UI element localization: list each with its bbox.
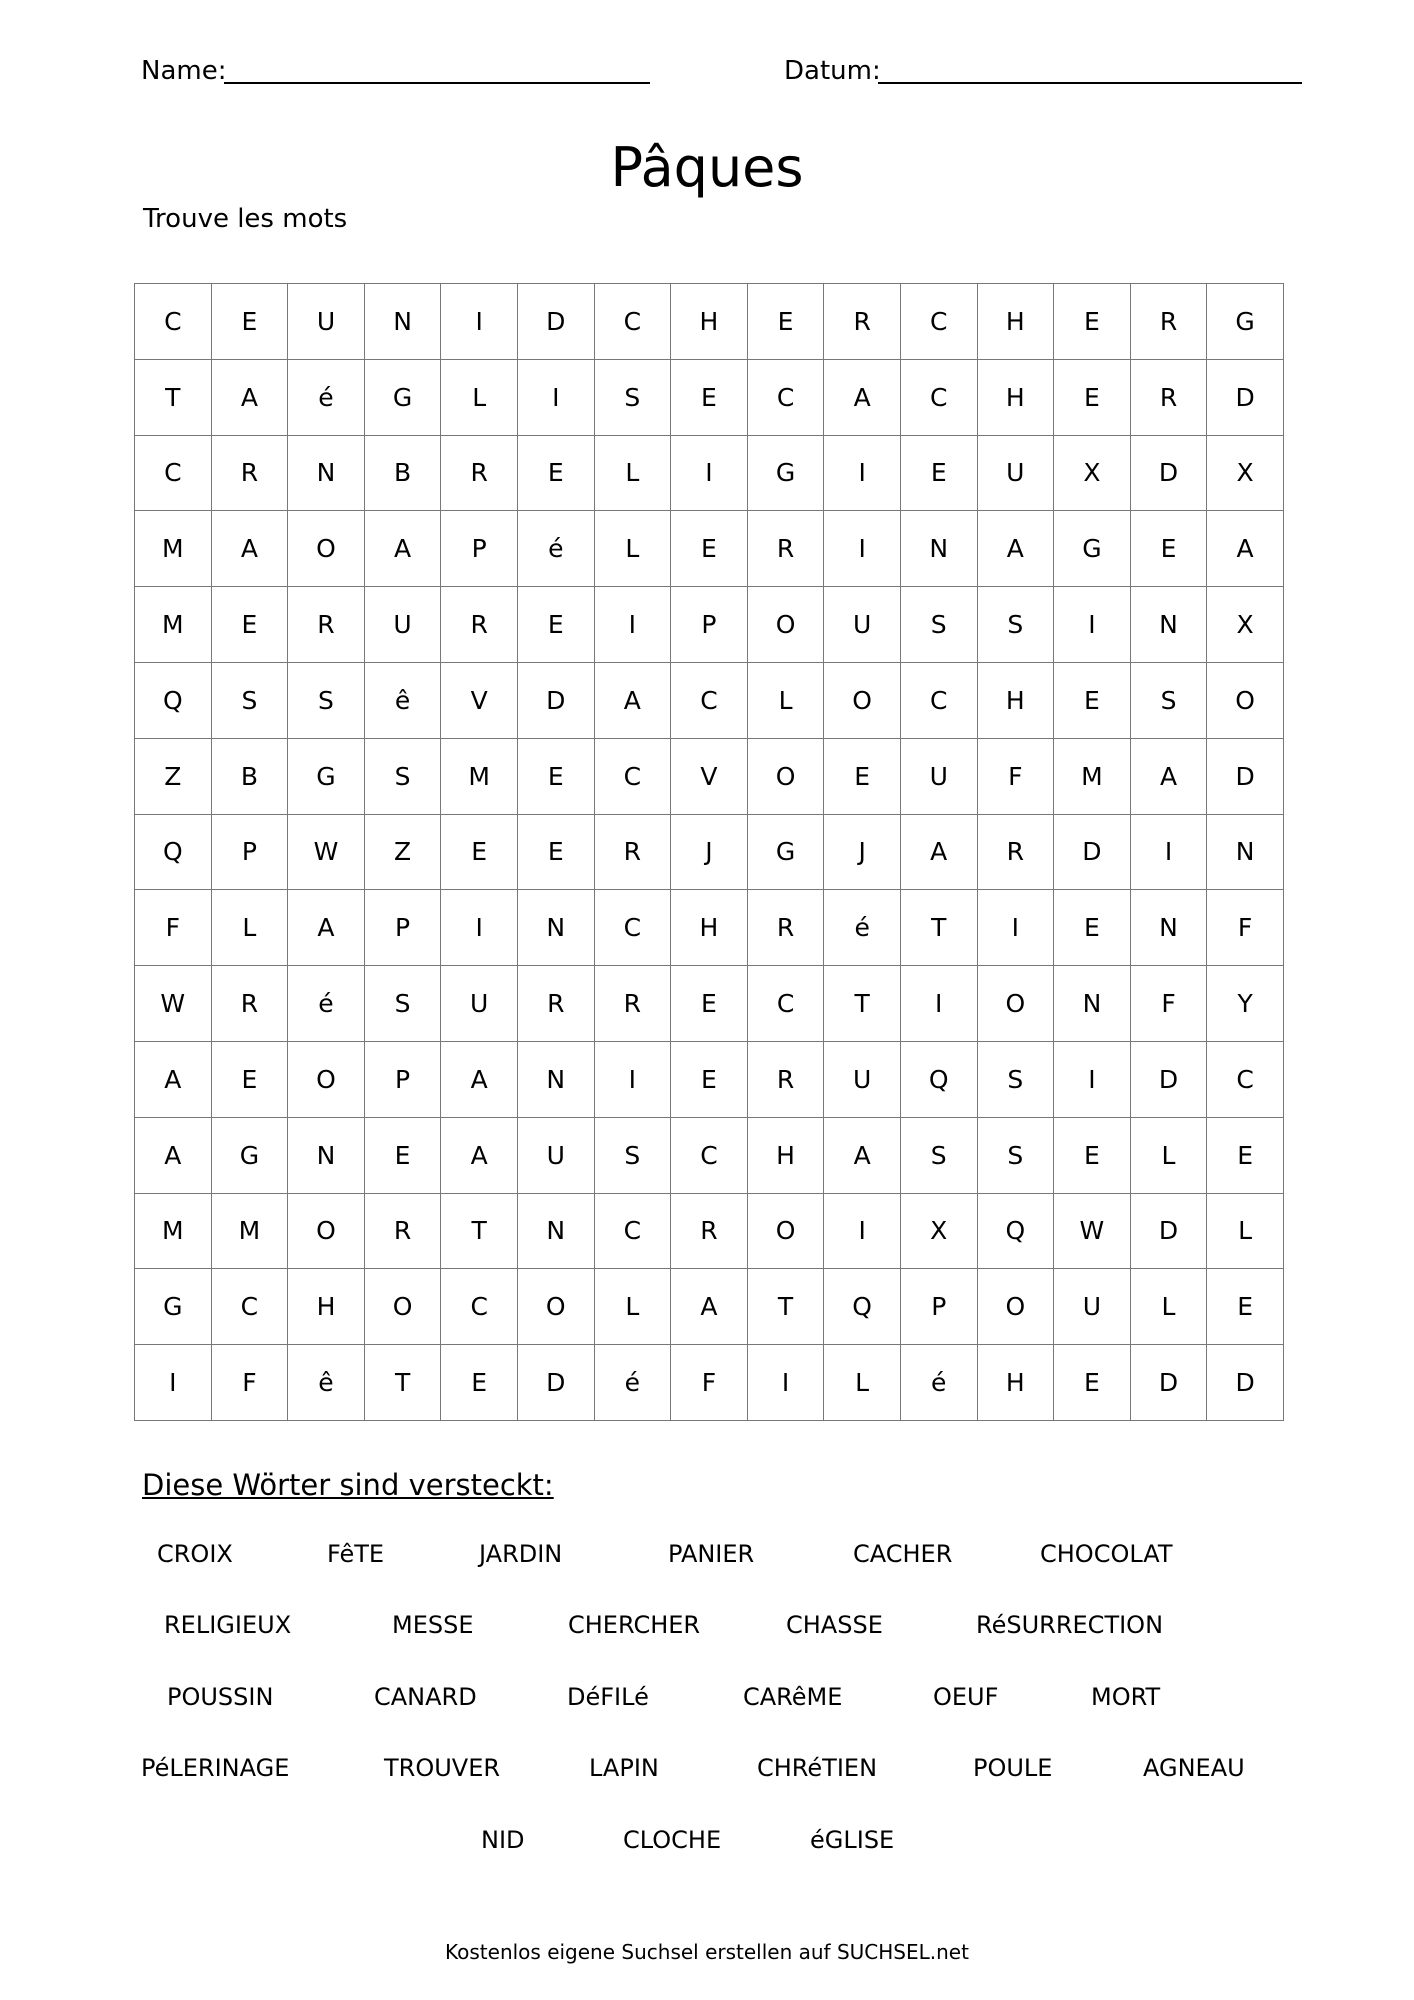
grid-cell: é xyxy=(824,890,901,966)
word-list-heading: Diese Wörter sind versteckt: xyxy=(142,1468,554,1502)
grid-cell: E xyxy=(1054,359,1131,435)
grid-cell: E xyxy=(517,435,594,511)
grid-cell: E xyxy=(671,966,748,1042)
grid-cell: C xyxy=(594,284,671,360)
grid-cell: D xyxy=(1207,1345,1284,1421)
grid-cell: A xyxy=(1130,738,1207,814)
grid-cell: R xyxy=(747,1041,824,1117)
grid-cell: O xyxy=(288,1193,365,1269)
grid-cell: T xyxy=(135,359,212,435)
grid-cell: P xyxy=(441,511,518,587)
grid-cell: V xyxy=(671,738,748,814)
grid-cell: H xyxy=(977,662,1054,738)
grid-cell: A xyxy=(594,662,671,738)
grid-cell: é xyxy=(900,1345,977,1421)
grid-cell: D xyxy=(1130,1041,1207,1117)
grid-row xyxy=(135,435,1284,511)
grid-cell: C xyxy=(747,966,824,1042)
grid-cell: S xyxy=(288,662,365,738)
grid-cell: E xyxy=(747,284,824,360)
grid-cell: F xyxy=(135,890,212,966)
grid-cell: I xyxy=(900,966,977,1042)
grid-cell: G xyxy=(135,1269,212,1345)
grid-cell: U xyxy=(1054,1269,1131,1345)
grid-cell: N xyxy=(517,1193,594,1269)
grid-cell: C xyxy=(671,662,748,738)
grid-cell: D xyxy=(1207,359,1284,435)
grid-cell: C xyxy=(135,284,212,360)
grid-cell: T xyxy=(824,966,901,1042)
grid-cell: S xyxy=(977,1041,1054,1117)
grid-cell: G xyxy=(288,738,365,814)
grid-cell: A xyxy=(288,890,365,966)
grid-cell: D xyxy=(1054,814,1131,890)
grid-cell: L xyxy=(1207,1193,1284,1269)
grid-cell: O xyxy=(288,511,365,587)
grid-cell: I xyxy=(1054,587,1131,663)
grid-cell: P xyxy=(364,890,441,966)
grid-cell: A xyxy=(671,1269,748,1345)
word-list-item: FêTE xyxy=(327,1540,385,1568)
grid-cell: R xyxy=(441,587,518,663)
grid-cell: B xyxy=(211,738,288,814)
word-list-item: CHRéTIEN xyxy=(757,1754,878,1782)
grid-cell: O xyxy=(364,1269,441,1345)
grid-cell: A xyxy=(824,359,901,435)
grid-cell: M xyxy=(135,511,212,587)
grid-cell: I xyxy=(824,1193,901,1269)
grid-cell: C xyxy=(900,359,977,435)
grid-cell: C xyxy=(594,738,671,814)
grid-cell: E xyxy=(517,814,594,890)
grid-cell: L xyxy=(747,662,824,738)
grid-cell: H xyxy=(288,1269,365,1345)
grid-cell: U xyxy=(517,1117,594,1193)
grid-cell: I xyxy=(1130,814,1207,890)
grid-cell: D xyxy=(517,1345,594,1421)
word-list-item: CANARD xyxy=(374,1683,477,1711)
grid-cell: A xyxy=(364,511,441,587)
grid-cell: N xyxy=(1054,966,1131,1042)
grid-cell: N xyxy=(517,890,594,966)
grid-cell: E xyxy=(1054,284,1131,360)
grid-cell: O xyxy=(747,738,824,814)
grid-cell: é xyxy=(594,1345,671,1421)
grid-cell: G xyxy=(747,814,824,890)
grid-cell: C xyxy=(211,1269,288,1345)
grid-cell: G xyxy=(747,435,824,511)
grid-cell: A xyxy=(135,1041,212,1117)
grid-cell: N xyxy=(1207,814,1284,890)
date-line xyxy=(878,82,1302,84)
word-list-item: CARêME xyxy=(743,1683,843,1711)
grid-cell: A xyxy=(211,359,288,435)
grid-cell: Q xyxy=(977,1193,1054,1269)
grid-cell: C xyxy=(1207,1041,1284,1117)
grid-cell: I xyxy=(824,435,901,511)
grid-cell: S xyxy=(900,587,977,663)
grid-cell: C xyxy=(135,435,212,511)
grid-cell: X xyxy=(1207,435,1284,511)
grid-cell: J xyxy=(671,814,748,890)
grid-cell: A xyxy=(1207,511,1284,587)
name-label: Name: xyxy=(141,56,227,86)
grid-cell: I xyxy=(594,1041,671,1117)
grid-cell: R xyxy=(1130,359,1207,435)
grid-cell: A xyxy=(441,1117,518,1193)
word-list-item: CHOCOLAT xyxy=(1040,1540,1173,1568)
grid-cell: A xyxy=(135,1117,212,1193)
grid-cell: M xyxy=(1054,738,1131,814)
grid-cell: O xyxy=(1207,662,1284,738)
grid-cell: N xyxy=(900,511,977,587)
word-list-item: RéSURRECTION xyxy=(976,1611,1164,1639)
grid-cell: D xyxy=(517,662,594,738)
grid-cell: I xyxy=(441,284,518,360)
grid-cell: U xyxy=(441,966,518,1042)
grid-cell: L xyxy=(441,359,518,435)
grid-cell: Q xyxy=(824,1269,901,1345)
grid-cell: W xyxy=(288,814,365,890)
grid-cell: S xyxy=(900,1117,977,1193)
grid-cell: U xyxy=(824,587,901,663)
grid-cell: Q xyxy=(135,814,212,890)
grid-cell: I xyxy=(594,587,671,663)
grid-row xyxy=(135,1193,1284,1269)
word-list-item: éGLISE xyxy=(810,1826,895,1854)
grid-cell: R xyxy=(364,1193,441,1269)
grid-cell: X xyxy=(900,1193,977,1269)
grid-row xyxy=(135,662,1284,738)
grid-cell: E xyxy=(1130,511,1207,587)
grid-cell: H xyxy=(747,1117,824,1193)
word-list-item: LAPIN xyxy=(589,1754,659,1782)
grid-cell: N xyxy=(517,1041,594,1117)
grid-cell: H xyxy=(671,890,748,966)
grid-cell: M xyxy=(211,1193,288,1269)
word-list-item: CROIX xyxy=(157,1540,233,1568)
grid-cell: O xyxy=(977,966,1054,1042)
instructions: Trouve les mots xyxy=(143,204,348,234)
grid-cell: G xyxy=(1207,284,1284,360)
word-list-item: CLOCHE xyxy=(623,1826,722,1854)
grid-cell: M xyxy=(135,1193,212,1269)
grid-cell: E xyxy=(211,284,288,360)
grid-row xyxy=(135,1269,1284,1345)
grid-cell: ê xyxy=(288,1345,365,1421)
word-list-item: OEUF xyxy=(933,1683,999,1711)
grid-cell: A xyxy=(900,814,977,890)
grid-cell: M xyxy=(441,738,518,814)
grid-cell: U xyxy=(824,1041,901,1117)
grid-cell: é xyxy=(288,966,365,1042)
grid-cell: J xyxy=(824,814,901,890)
grid-cell: E xyxy=(441,1345,518,1421)
grid-cell: F xyxy=(1207,890,1284,966)
grid-cell: R xyxy=(441,435,518,511)
footer-credit: Kostenlos eigene Suchsel erstellen auf SUCHSEL.net xyxy=(445,1940,969,1964)
grid-cell: A xyxy=(211,511,288,587)
grid-cell: D xyxy=(1130,1345,1207,1421)
grid-row xyxy=(135,359,1284,435)
grid-cell: H xyxy=(977,359,1054,435)
word-list-item: AGNEAU xyxy=(1143,1754,1245,1782)
grid-cell: A xyxy=(824,1117,901,1193)
grid-cell: Z xyxy=(135,738,212,814)
grid-cell: G xyxy=(211,1117,288,1193)
grid-row xyxy=(135,511,1284,587)
grid-cell: Q xyxy=(135,662,212,738)
grid-cell: U xyxy=(364,587,441,663)
word-list-item: PéLERINAGE xyxy=(141,1754,290,1782)
grid-cell: H xyxy=(977,284,1054,360)
word-list-item: MESSE xyxy=(392,1611,474,1639)
grid-cell: S xyxy=(364,966,441,1042)
grid-cell: C xyxy=(747,359,824,435)
grid-cell: R xyxy=(288,587,365,663)
grid-cell: ê xyxy=(364,662,441,738)
grid-cell: H xyxy=(977,1345,1054,1421)
grid-cell: C xyxy=(900,284,977,360)
grid-cell: F xyxy=(977,738,1054,814)
grid-cell: R xyxy=(977,814,1054,890)
grid-cell: E xyxy=(900,435,977,511)
grid-row xyxy=(135,1117,1284,1193)
grid-cell: Q xyxy=(900,1041,977,1117)
word-list-item: JARDIN xyxy=(479,1540,563,1568)
word-list-item: CHERCHER xyxy=(568,1611,701,1639)
grid-cell: E xyxy=(441,814,518,890)
grid-cell: G xyxy=(364,359,441,435)
grid-cell: U xyxy=(977,435,1054,511)
grid-cell: L xyxy=(824,1345,901,1421)
grid-cell: I xyxy=(441,890,518,966)
grid-cell: L xyxy=(594,511,671,587)
grid-cell: E xyxy=(1054,890,1131,966)
grid-cell: E xyxy=(1054,1345,1131,1421)
grid-cell: R xyxy=(211,966,288,1042)
grid-cell: é xyxy=(288,359,365,435)
grid-cell: L xyxy=(1130,1117,1207,1193)
grid-cell: A xyxy=(441,1041,518,1117)
grid-cell: E xyxy=(824,738,901,814)
grid-cell: T xyxy=(900,890,977,966)
grid-cell: E xyxy=(671,359,748,435)
grid-cell: O xyxy=(747,587,824,663)
grid-cell: X xyxy=(1054,435,1131,511)
word-list-item: RELIGIEUX xyxy=(164,1611,292,1639)
grid-cell: T xyxy=(747,1269,824,1345)
word-search-grid xyxy=(134,283,1284,1421)
grid-cell: S xyxy=(364,738,441,814)
grid-cell: E xyxy=(1054,662,1131,738)
grid-cell: I xyxy=(671,435,748,511)
grid-cell: N xyxy=(1130,587,1207,663)
grid-cell: T xyxy=(441,1193,518,1269)
grid-row xyxy=(135,966,1284,1042)
grid-cell: I xyxy=(1054,1041,1131,1117)
grid-cell: D xyxy=(1130,435,1207,511)
grid-cell: E xyxy=(364,1117,441,1193)
grid-cell: E xyxy=(517,738,594,814)
grid-cell: L xyxy=(211,890,288,966)
word-list-item: CACHER xyxy=(853,1540,953,1568)
grid-row xyxy=(135,814,1284,890)
grid-cell: R xyxy=(517,966,594,1042)
grid-cell: E xyxy=(1054,1117,1131,1193)
grid-cell: S xyxy=(594,359,671,435)
grid-cell: S xyxy=(1130,662,1207,738)
grid-cell: E xyxy=(1207,1117,1284,1193)
grid-row xyxy=(135,1345,1284,1421)
grid-cell: B xyxy=(364,435,441,511)
grid-cell: C xyxy=(671,1117,748,1193)
grid-cell: I xyxy=(135,1345,212,1421)
grid-cell: C xyxy=(594,890,671,966)
grid-row xyxy=(135,738,1284,814)
grid-cell: W xyxy=(1054,1193,1131,1269)
date-label: Datum: xyxy=(784,56,881,86)
grid-cell: U xyxy=(900,738,977,814)
grid-cell: N xyxy=(1130,890,1207,966)
grid-cell: L xyxy=(594,1269,671,1345)
grid-cell: R xyxy=(1130,284,1207,360)
grid-cell: O xyxy=(824,662,901,738)
grid-cell: V xyxy=(441,662,518,738)
grid-cell: Z xyxy=(364,814,441,890)
grid-cell: Y xyxy=(1207,966,1284,1042)
grid-cell: E xyxy=(517,587,594,663)
grid-cell: R xyxy=(671,1193,748,1269)
grid-cell: C xyxy=(594,1193,671,1269)
grid-cell: I xyxy=(977,890,1054,966)
grid-cell: O xyxy=(747,1193,824,1269)
grid-cell: R xyxy=(747,511,824,587)
grid-cell: R xyxy=(594,966,671,1042)
grid-cell: D xyxy=(1207,738,1284,814)
grid-cell: N xyxy=(288,1117,365,1193)
grid-row xyxy=(135,890,1284,966)
grid-cell: D xyxy=(1130,1193,1207,1269)
grid-cell: A xyxy=(977,511,1054,587)
grid-cell: C xyxy=(441,1269,518,1345)
grid-cell: G xyxy=(1054,511,1131,587)
grid-cell: T xyxy=(364,1345,441,1421)
grid-cell: N xyxy=(364,284,441,360)
grid-cell: R xyxy=(824,284,901,360)
grid-cell: M xyxy=(135,587,212,663)
grid-row xyxy=(135,284,1284,360)
grid-cell: S xyxy=(211,662,288,738)
grid-cell: W xyxy=(135,966,212,1042)
grid-cell: S xyxy=(977,587,1054,663)
grid-cell: L xyxy=(594,435,671,511)
page-title: Pâques xyxy=(610,136,804,199)
grid-cell: E xyxy=(671,511,748,587)
grid-cell: F xyxy=(211,1345,288,1421)
grid-cell: O xyxy=(517,1269,594,1345)
grid-cell: N xyxy=(288,435,365,511)
name-line xyxy=(224,82,650,84)
grid-cell: I xyxy=(824,511,901,587)
grid-cell: R xyxy=(747,890,824,966)
grid-cell: E xyxy=(671,1041,748,1117)
word-list-item: NID xyxy=(481,1826,525,1854)
word-list-item: CHASSE xyxy=(786,1611,883,1639)
grid-cell: é xyxy=(517,511,594,587)
grid-cell: S xyxy=(977,1117,1054,1193)
grid-cell: I xyxy=(517,359,594,435)
grid-cell: E xyxy=(211,1041,288,1117)
grid-cell: I xyxy=(747,1345,824,1421)
grid-row xyxy=(135,587,1284,663)
grid-cell: P xyxy=(900,1269,977,1345)
grid-cell: O xyxy=(977,1269,1054,1345)
grid-cell: H xyxy=(671,284,748,360)
grid-cell: U xyxy=(288,284,365,360)
grid-cell: R xyxy=(594,814,671,890)
word-list-item: POUSSIN xyxy=(167,1683,274,1711)
grid-cell: X xyxy=(1207,587,1284,663)
grid-cell: R xyxy=(211,435,288,511)
word-list-item: MORT xyxy=(1091,1683,1161,1711)
grid-cell: P xyxy=(211,814,288,890)
grid-cell: D xyxy=(517,284,594,360)
grid-cell: P xyxy=(364,1041,441,1117)
word-list-item: TROUVER xyxy=(384,1754,501,1782)
word-list-item: POULE xyxy=(973,1754,1053,1782)
grid-cell: P xyxy=(671,587,748,663)
word-list-item: PANIER xyxy=(668,1540,755,1568)
grid-cell: C xyxy=(900,662,977,738)
grid-row xyxy=(135,1041,1284,1117)
grid-cell: L xyxy=(1130,1269,1207,1345)
grid-cell: S xyxy=(594,1117,671,1193)
grid-cell: O xyxy=(288,1041,365,1117)
grid-cell: F xyxy=(1130,966,1207,1042)
grid-cell: F xyxy=(671,1345,748,1421)
grid-cell: E xyxy=(211,587,288,663)
word-list-item: DéFILé xyxy=(567,1683,649,1711)
grid-cell: E xyxy=(1207,1269,1284,1345)
